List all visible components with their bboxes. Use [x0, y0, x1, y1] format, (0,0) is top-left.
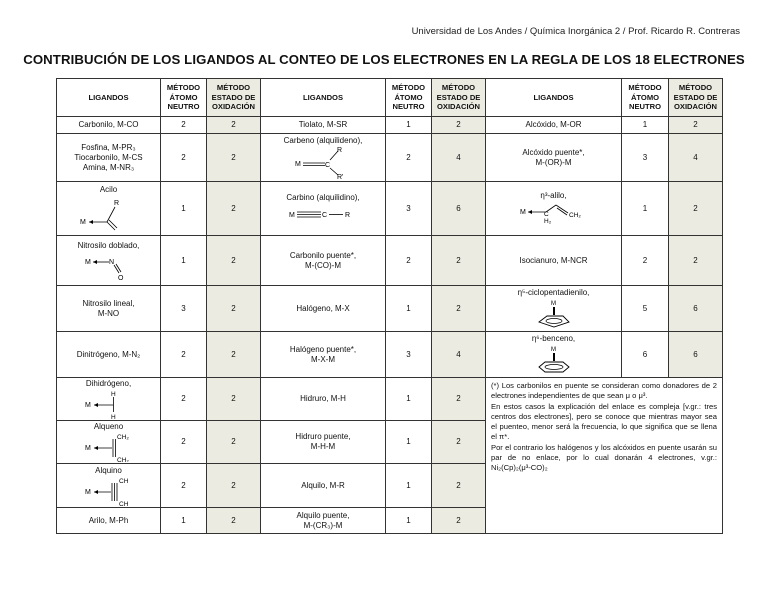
neutral-value: 2 — [386, 236, 432, 286]
ligand-isocyanide: Isocianuro, M-NCR — [486, 236, 622, 286]
col-header-ligandos: LIGANDOS — [486, 79, 622, 117]
oxidation-value: 6 — [669, 286, 723, 332]
oxidation-value: 2 — [207, 134, 261, 182]
svg-text:C: C — [322, 211, 328, 219]
svg-text:M: M — [84, 402, 91, 409]
oxidation-value: 4 — [669, 134, 723, 182]
neutral-value: 2 — [622, 236, 669, 286]
table-row — [57, 286, 723, 332]
svg-text:N: N — [108, 258, 114, 266]
oxidation-value: 2 — [669, 117, 723, 134]
ligand-bridging-alkyl: Alquilo puente, M-(CR₃)-M — [261, 508, 386, 534]
svg-text:CH₂: CH₂ — [116, 457, 129, 462]
svg-text:R: R — [113, 199, 119, 207]
oxidation-value: 2 — [207, 508, 261, 534]
neutral-value: 2 — [161, 464, 207, 508]
neutral-value: 2 — [161, 117, 207, 134]
col-header-ligandos: LIGANDOS — [261, 79, 386, 117]
carbyne-structure-icon — [283, 203, 363, 225]
svg-text:R: R — [337, 146, 343, 154]
svg-text:M: M — [519, 208, 526, 216]
svg-text:M: M — [84, 488, 91, 496]
svg-text:CH₂: CH₂ — [116, 434, 129, 441]
cyclopentadienyl-structure-icon — [529, 298, 579, 330]
benzene-structure-icon — [529, 344, 579, 376]
neutral-value: 1 — [161, 508, 207, 534]
neutral-value: 1 — [386, 508, 432, 534]
oxidation-value: 2 — [207, 378, 261, 421]
neutral-value: 2 — [161, 134, 207, 182]
ligand-bridging-hydride: Hidruro puente, M-H-M — [261, 421, 386, 464]
col-header-ligandos: LIGANDOS — [57, 79, 161, 117]
oxidation-value: 6 — [669, 332, 723, 378]
ligand-bent-nitrosyl: Nitrosilo doblado, M N O — [57, 236, 161, 286]
neutral-value: 2 — [161, 421, 207, 464]
oxidation-value: 2 — [432, 286, 486, 332]
oxidation-value: 2 — [432, 464, 486, 508]
footnote-paragraph: Por el contrario los halógenos y los alcóxidos en puente usarán su par de no enlace, por lo cual donarán 4 electrones, v.gr.: Ni₂(Cp)₂(μ³-CO)₂ — [491, 442, 717, 472]
svg-text:CH₂: CH₂ — [568, 211, 581, 219]
svg-text:R: R — [345, 211, 351, 219]
dihydrogen-structure-icon — [79, 389, 139, 419]
neutral-value: 3 — [386, 182, 432, 236]
ligand-alkene: Alqueno M CH₂ CH₂ — [57, 421, 161, 464]
ligand-phosphine-thiocarbonyl-amine: Fosfina, M-PR₃ Tiocarbonilo, M-CS Amina, M-NR₃ — [57, 134, 161, 182]
oxidation-value: 2 — [207, 421, 261, 464]
footnote-paragraph: (*) Los carbonilos en puente se consideran como donadores de 2 electrones independientes de que sean μ o μ³. — [491, 381, 717, 401]
ligand-allyl: η³-alilo, M CH₂ H₂ C — [486, 182, 622, 236]
svg-text:H: H — [110, 391, 116, 398]
ligand-aryl: Arilo, M-Ph — [57, 508, 161, 534]
svg-text:M: M — [84, 445, 91, 452]
alkyne-structure-icon — [79, 476, 139, 506]
neutral-value: 1 — [386, 421, 432, 464]
ligand-bridging-carbonyl: Carbonilo puente*, M-(CO)-M — [261, 236, 386, 286]
svg-text:C: C — [543, 210, 549, 218]
table-row — [57, 332, 723, 378]
neutral-value: 1 — [622, 117, 669, 134]
neutral-value: 5 — [622, 286, 669, 332]
page-title: CONTRIBUCIÓN DE LOS LIGANDOS AL CONTEO DE LOS ELECTRONES EN LA REGLA DE LOS 18 ELECTRONES — [23, 52, 745, 67]
acyl-structure-icon — [74, 195, 144, 233]
svg-text:H₂: H₂ — [543, 217, 551, 225]
ligand-alkyl: Alquilo, M-R — [261, 464, 386, 508]
ligand-table — [56, 78, 723, 534]
oxidation-value: 4 — [432, 134, 486, 182]
oxidation-value: 2 — [669, 236, 723, 286]
neutral-value: 3 — [622, 134, 669, 182]
oxidation-value: 2 — [207, 236, 261, 286]
neutral-value: 1 — [622, 182, 669, 236]
svg-text:CH: CH — [118, 477, 128, 485]
svg-text:M: M — [550, 300, 556, 307]
ligand-carbyne: Carbino (alquilidino), M C R — [261, 182, 386, 236]
neutral-value: 1 — [161, 236, 207, 286]
alkene-structure-icon — [79, 432, 139, 462]
ligand-linear-nitrosyl: Nitrosilo lineal, M-NO — [57, 286, 161, 332]
neutral-value: 2 — [161, 378, 207, 421]
col-header-oxidation: MÉTODO ESTADO DE OXIDACIÓN — [432, 79, 486, 117]
table-row — [57, 117, 723, 134]
ligand-halogen: Halógeno, M-X — [261, 286, 386, 332]
oxidation-value: 2 — [207, 464, 261, 508]
col-header-neutral: MÉTODO ÁTOMO NEUTRO — [386, 79, 432, 117]
col-header-neutral: MÉTODO ÁTOMO NEUTRO — [622, 79, 669, 117]
svg-text:O: O — [117, 274, 123, 281]
col-header-neutral: MÉTODO ÁTOMO NEUTRO — [161, 79, 207, 117]
neutral-value: 2 — [386, 134, 432, 182]
table-row — [57, 182, 723, 236]
ligand-bridging-halogen: Halógeno puente*, M-X-M — [261, 332, 386, 378]
footnote-box — [486, 378, 723, 534]
ligand-thiolate: Tiolato, M-SR — [261, 117, 386, 134]
ligand-dihydrogen: Dihidrógeno, M H H — [57, 378, 161, 421]
neutral-value: 2 — [161, 332, 207, 378]
table-row — [57, 236, 723, 286]
oxidation-value: 6 — [432, 182, 486, 236]
oxidation-value: 4 — [432, 332, 486, 378]
col-header-oxidation: MÉTODO ESTADO DE OXIDACIÓN — [669, 79, 723, 117]
neutral-value: 3 — [386, 332, 432, 378]
bent-nitrosyl-structure-icon — [79, 251, 139, 281]
ligand-dinitrogen: Dinitrógeno, M-N₂ — [57, 332, 161, 378]
ligand-hydride: Hidruro, M-H — [261, 378, 386, 421]
neutral-value: 1 — [386, 378, 432, 421]
ligand-benzene: η⁶-benceno, M — [486, 332, 622, 378]
oxidation-value: 2 — [207, 332, 261, 378]
svg-text:C: C — [325, 161, 331, 169]
neutral-value: 1 — [161, 182, 207, 236]
table-row — [57, 378, 723, 421]
oxidation-value: 2 — [207, 182, 261, 236]
neutral-value: 3 — [161, 286, 207, 332]
svg-text:M: M — [295, 160, 301, 168]
ligand-carbene: Carbeno (alquilideno), M C R R' — [261, 134, 386, 182]
neutral-value: 1 — [386, 117, 432, 134]
ligand-acyl: Acilo M R — [57, 182, 161, 236]
oxidation-value: 2 — [432, 421, 486, 464]
svg-text:R': R' — [337, 173, 344, 180]
oxidation-value: 2 — [432, 508, 486, 534]
svg-text:M: M — [84, 258, 91, 266]
oxidation-value: 2 — [207, 117, 261, 134]
oxidation-value: 2 — [669, 182, 723, 236]
table-header-row — [57, 79, 723, 117]
oxidation-value: 2 — [207, 286, 261, 332]
oxidation-value: 2 — [432, 378, 486, 421]
ligand-alkyne: Alquino M CH CH — [57, 464, 161, 508]
carbene-structure-icon — [283, 146, 363, 180]
neutral-value: 1 — [386, 464, 432, 508]
ligand-carbonyl: Carbonilo, M-CO — [57, 117, 161, 134]
oxidation-value: 2 — [432, 117, 486, 134]
svg-text:M: M — [79, 218, 86, 226]
svg-text:M: M — [550, 346, 556, 353]
svg-text:CH: CH — [118, 500, 128, 506]
footnote-paragraph: En estos casos la explicación del enlace es compleja [v.gr.: tres centros dos electrones], pero se conoce que mientras mayor sea el puenteo, menor será la frecuencia, lo que significa que se llena el π*. — [491, 401, 717, 442]
svg-text:H: H — [110, 414, 116, 419]
oxidation-value: 2 — [432, 236, 486, 286]
document-header: Universidad de Los Andes / Química Inorgánica 2 / Prof. Ricardo R. Contreras — [411, 26, 740, 37]
ligand-bridging-alkoxide: Alcóxido puente*, M-(OR)-M — [486, 134, 622, 182]
ligand-alkoxide: Alcóxido, M-OR — [486, 117, 622, 134]
neutral-value: 6 — [622, 332, 669, 378]
table-row — [57, 134, 723, 182]
ligand-cyclopentadienyl: η⁵-ciclopentadienilo, M — [486, 286, 622, 332]
col-header-oxidation: MÉTODO ESTADO DE OXIDACIÓN — [207, 79, 261, 117]
svg-text:M: M — [289, 211, 295, 219]
allyl-structure-icon — [514, 201, 594, 227]
neutral-value: 1 — [386, 286, 432, 332]
